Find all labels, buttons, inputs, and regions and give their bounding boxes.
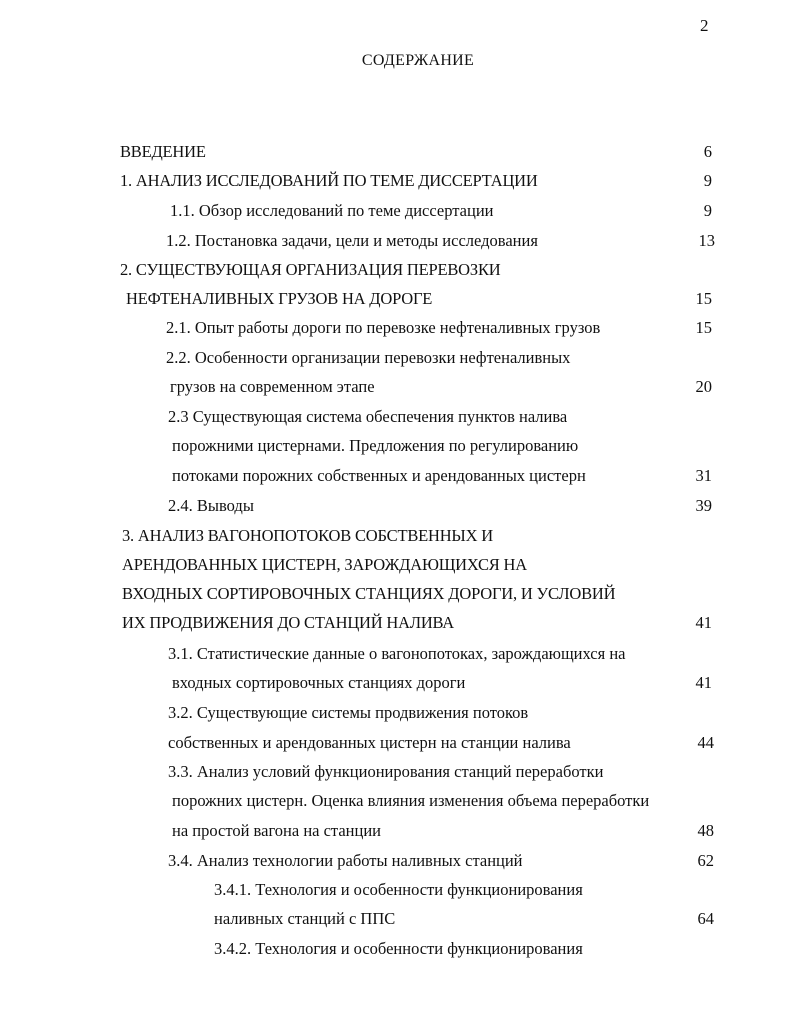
toc-entry: ВХОДНЫХ СОРТИРОВОЧНЫХ СТАНЦИЯХ ДОРОГИ, И УСЛОВИЙ	[122, 584, 616, 603]
toc-entry: 3.4. Анализ технологии работы наливных станций	[168, 851, 523, 870]
toc-entry: наливных станций с ППС	[214, 909, 396, 928]
toc-entry: 3.4.2. Технология и особенности функционирования	[214, 939, 583, 958]
toc-page-number: 20	[695, 377, 712, 396]
toc-entry: 3. АНАЛИЗ ВАГОНОПОТОКОВ СОБСТВЕННЫХ И	[122, 526, 493, 545]
toc-entry: ВВЕДЕНИЕ	[120, 142, 206, 161]
toc-entry: 1.2. Постановка задачи, цели и методы исследования	[166, 231, 538, 250]
toc-entry: 3.2. Существующие системы продвижения потоков	[168, 703, 529, 722]
toc-entry: порожних цистерн. Оценка влияния изменения объема переработки	[172, 791, 650, 810]
toc-page-number: 41	[695, 613, 712, 632]
toc-entry: потоками порожних собственных и арендованных цистерн	[172, 466, 586, 485]
toc-entry: 3.4.1. Технология и особенности функционирования	[214, 880, 583, 899]
toc-entry: 2.1. Опыт работы дороги по перевозке нефтеналивных грузов	[166, 318, 601, 337]
toc-page-number: 41	[695, 673, 712, 692]
toc-entry: 2. СУЩЕСТВУЮЩАЯ ОРГАНИЗАЦИЯ ПЕРЕВОЗКИ	[120, 260, 501, 279]
toc-page-number: 9	[703, 171, 712, 190]
toc-page-number: 13	[698, 231, 715, 250]
toc-entry: ИХ ПРОДВИЖЕНИЯ ДО СТАНЦИЙ НАЛИВА	[122, 613, 455, 632]
toc-page-number: 15	[695, 289, 712, 308]
page-number: 2	[700, 16, 709, 35]
toc-entry: 2.2. Особенности организации перевозки нефтеналивных	[166, 348, 571, 367]
toc-page-number: 62	[697, 851, 714, 870]
toc-entry: порожними цистернами. Предложения по регулированию	[172, 436, 579, 455]
toc-page-number: 44	[697, 733, 714, 752]
toc-page-number: 15	[695, 318, 712, 337]
toc-entry: собственных и арендованных цистерн на станции налива	[168, 733, 571, 752]
toc-entry: 3.1. Статистические данные о вагонопотоках, зарождающихся на	[168, 644, 626, 663]
toc-entry: 2.3 Существующая система обеспечения пунктов налива	[168, 407, 568, 426]
toc-entry: 1.1. Обзор исследований по теме диссертации	[170, 201, 494, 220]
toc-page-number: 6	[703, 142, 712, 161]
toc-page-number: 9	[703, 201, 712, 220]
toc-page-number: 48	[697, 821, 714, 840]
page-title: СОДЕРЖАНИЕ	[361, 52, 475, 69]
toc-entry: грузов на современном этапе	[170, 377, 375, 396]
toc-page-number: 31	[695, 466, 712, 485]
toc-page-number: 39	[695, 496, 712, 515]
toc-entry: 1. АНАЛИЗ ИССЛЕДОВАНИЙ ПО ТЕМЕ ДИССЕРТАЦИИ	[120, 171, 538, 190]
toc-entry: на простой вагона на станции	[172, 821, 381, 840]
toc-entry: входных сортировочных станциях дороги	[172, 673, 466, 692]
toc-page-number: 64	[697, 909, 714, 928]
toc-entry: АРЕНДОВАННЫХ ЦИСТЕРН, ЗАРОЖДАЮЩИХСЯ НА	[122, 555, 527, 574]
toc-entry: 2.4. Выводы	[168, 496, 254, 515]
toc-entry: НЕФТЕНАЛИВНЫХ ГРУЗОВ НА ДОРОГЕ	[126, 289, 433, 308]
toc-entry: 3.3. Анализ условий функционирования станций переработки	[168, 762, 604, 781]
